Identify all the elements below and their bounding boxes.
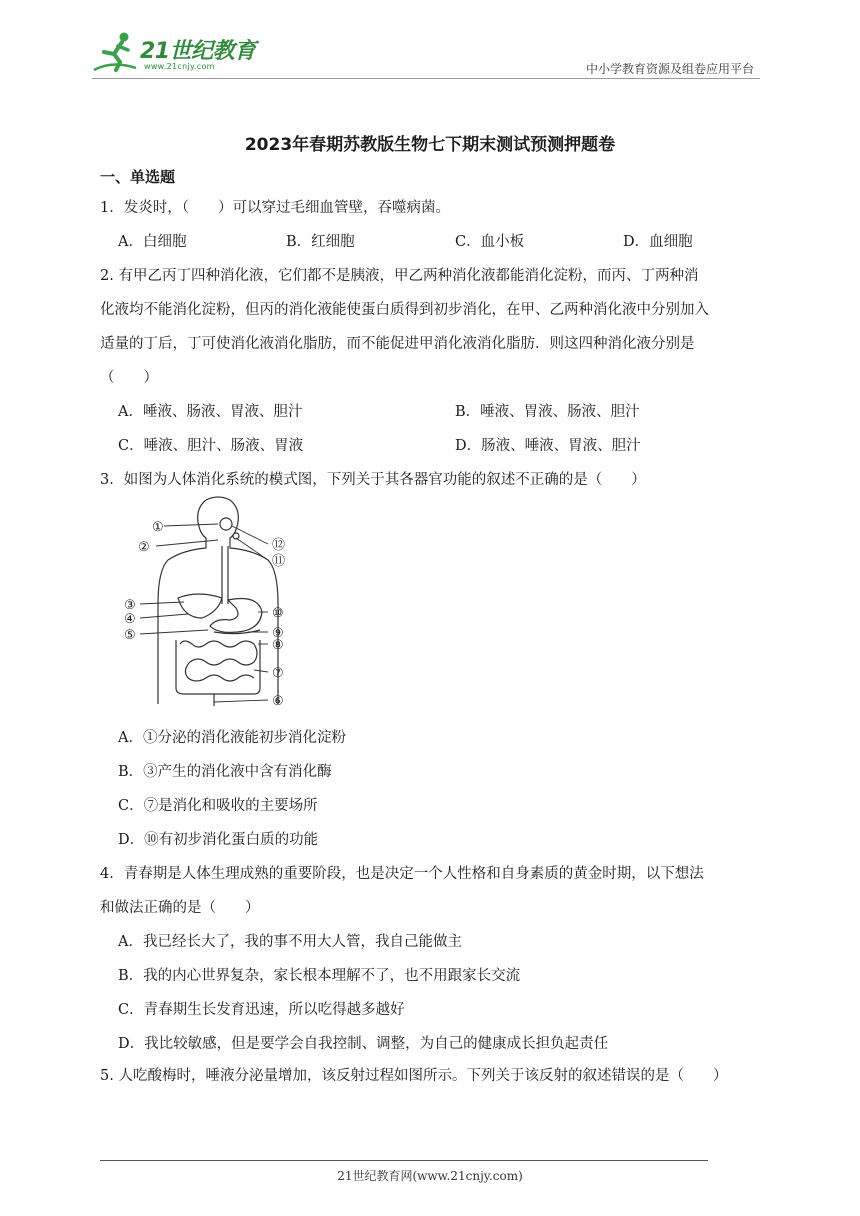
logo-url: www.21cnjy.com xyxy=(144,62,215,71)
figure-label-12: ⑫ xyxy=(272,538,286,553)
question-2-line: 2. 有甲乙丙丁四种消化液，它们都不是胰液，甲乙两种消化液都能消化淀粉，而丙、丁两种消 xyxy=(100,268,699,284)
question-1-option-a: A．白细胞 xyxy=(118,234,187,250)
figure-label-8: ⑧ xyxy=(272,638,284,653)
section-heading: 一、单选题 xyxy=(100,168,176,186)
question-1-option-c: C．血小板 xyxy=(455,234,525,250)
question-2-line: 适量的丁后，丁可使消化液消化脂肪，而不能促进甲消化液消化脂肪．则这四种消化液分别是 xyxy=(100,336,695,352)
page-title: 2023年春期苏教版生物七下期末测试预测押题卷 xyxy=(244,135,616,155)
figure-label-9: ⑨ xyxy=(272,626,284,641)
logo-text: 21世纪教育 xyxy=(140,39,256,64)
question-5-stem: 5. 人吃酸梅时，唾液分泌量增加，该反射过程如图所示。下列关于该反射的叙述错误的是（ ） xyxy=(100,1068,728,1084)
header-divider xyxy=(92,78,760,79)
figure-label-10: ⑩ xyxy=(272,606,284,621)
question-4-option-b: B．我的内心世界复杂，家长根本理解不了，也不用跟家长交流 xyxy=(118,968,521,984)
question-4-option-d: D．我比较敏感，但是要学会自我控制、调整，为自己的健康成长担负起责任 xyxy=(118,1036,609,1052)
figure-label-1: ① xyxy=(152,520,164,535)
question-1-option-d: D．血细胞 xyxy=(623,234,693,250)
figure-label-5: ⑤ xyxy=(124,628,136,643)
question-1-option-b: B．红细胞 xyxy=(286,234,355,250)
figure-label-3: ③ xyxy=(124,598,136,613)
figure-label-6: ⑥ xyxy=(272,694,284,708)
question-4-option-a: A．我已经长大了，我的事不用大人管，我自己能做主 xyxy=(118,934,462,950)
question-2-option-b: B．唾液、胃液、肠液、胆汁 xyxy=(455,404,640,420)
question-2-line: 化液均不能消化淀粉，但丙的消化液能使蛋白质得到初步消化，在甲、乙两种消化液中分别加入 xyxy=(100,302,709,318)
running-figure-icon xyxy=(92,30,138,74)
figure-label-7: ⑦ xyxy=(272,666,284,681)
question-4-option-c: C．青春期生长发育迅速，所以吃得越多越好 xyxy=(118,1002,405,1018)
figure-label-2: ② xyxy=(138,540,150,555)
question-4-line: 4．青春期是人体生理成熟的重要阶段，也是决定一个人性格和自身素质的黄金时期，以下想法 xyxy=(100,866,704,882)
question-2-line: （ ） xyxy=(100,370,158,386)
digestive-system-diagram xyxy=(118,494,314,708)
page-footer: 21世纪教育网(www.21cnjy.com) xyxy=(337,1169,523,1183)
question-2-option-c: C．唾液、胆汁、肠液、胃液 xyxy=(118,438,304,454)
figure-label-4: ④ xyxy=(124,612,136,627)
question-3-option-d: D．⑩有初步消化蛋白质的功能 xyxy=(118,832,319,848)
figure-label-11: ⑪ xyxy=(272,554,286,569)
question-3-option-c: C．⑦是消化和吸收的主要场所 xyxy=(118,798,318,814)
page-header xyxy=(92,30,760,82)
question-3-option-a: A．①分泌的消化液能初步消化淀粉 xyxy=(118,730,346,746)
header-tagline: 中小学教育资源及组卷应用平台 xyxy=(585,62,754,76)
question-1-stem: 1．发炎时，（ ）可以穿过毛细血管壁，吞噬病菌。 xyxy=(100,200,450,216)
digestive-system-figure xyxy=(118,494,314,708)
footer-divider xyxy=(100,1160,708,1161)
question-4-line: 和做法正确的是（ ） xyxy=(100,900,260,916)
question-2-option-d: D．肠液、唾液、胃液、胆汁 xyxy=(455,438,641,454)
question-3-stem: 3．如图为人体消化系统的模式图，下列关于其各器官功能的叙述不正确的是（ ） xyxy=(100,472,646,488)
question-2-option-a: A．唾液、肠液、胃液、胆汁 xyxy=(118,404,303,420)
site-logo xyxy=(92,30,262,80)
question-3-option-b: B．③产生的消化液中含有消化酶 xyxy=(118,764,332,780)
